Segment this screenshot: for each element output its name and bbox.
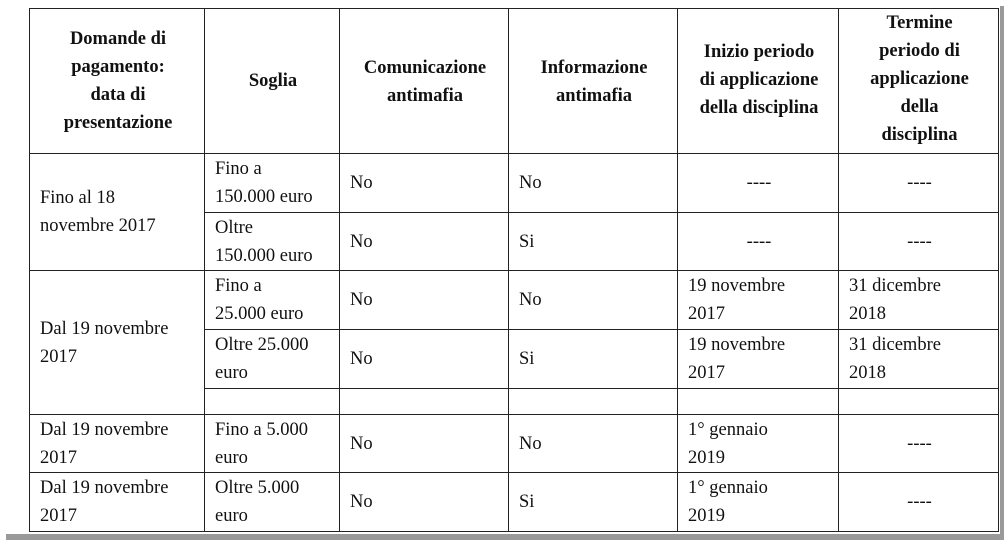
header-row <box>30 9 999 154</box>
date-cell: Fino al 18 novembre 2017 <box>30 154 205 271</box>
inizio-cell: 1° gennaio 2019 <box>678 473 839 532</box>
header-inizio: Inizio periodo di applicazione della disciplina <box>678 9 839 154</box>
informazione-cell: No <box>509 414 678 473</box>
termine-cell: ---- <box>839 414 999 473</box>
empty-cell <box>509 388 678 414</box>
empty-cell <box>205 388 340 414</box>
soglia-cell: Oltre 5.000 euro <box>205 473 340 532</box>
inizio-cell: 19 novembre 2017 <box>678 271 839 330</box>
empty-cell <box>678 388 839 414</box>
table-row <box>30 271 999 330</box>
inizio-cell: ---- <box>678 154 839 213</box>
termine-cell: ---- <box>839 473 999 532</box>
date-cell: Dal 19 novembre 2017 <box>30 473 205 532</box>
table-row <box>30 473 999 532</box>
soglia-cell: Fino a 25.000 euro <box>205 271 340 330</box>
inizio-cell: 19 novembre 2017 <box>678 330 839 389</box>
frame-shadow-bottom <box>6 534 1004 540</box>
frame-shadow-right <box>1000 6 1004 540</box>
comunicazione-cell: No <box>340 414 509 473</box>
header-comunicazione: Comunicazione antimafia <box>340 9 509 154</box>
comunicazione-cell: No <box>340 154 509 213</box>
antimafia-table <box>29 8 999 532</box>
date-cell: Dal 19 novembre 2017 <box>30 414 205 473</box>
comunicazione-cell: No <box>340 473 509 532</box>
inizio-cell: 1° gennaio 2019 <box>678 414 839 473</box>
soglia-cell: Fino a 5.000 euro <box>205 414 340 473</box>
empty-cell <box>839 388 999 414</box>
header-soglia: Soglia <box>205 9 340 154</box>
table-row <box>30 414 999 473</box>
comunicazione-cell: No <box>340 330 509 389</box>
termine-cell: ---- <box>839 212 999 271</box>
header-termine: Termine periodo di applicazione della disciplina <box>839 9 999 154</box>
inizio-cell: ---- <box>678 212 839 271</box>
soglia-cell: Oltre 150.000 euro <box>205 212 340 271</box>
soglia-cell: Fino a 150.000 euro <box>205 154 340 213</box>
comunicazione-cell: No <box>340 212 509 271</box>
informazione-cell: No <box>509 154 678 213</box>
informazione-cell: Si <box>509 212 678 271</box>
informazione-cell: No <box>509 271 678 330</box>
empty-cell <box>340 388 509 414</box>
table-row <box>30 154 999 213</box>
header-informazione: Informazione antimafia <box>509 9 678 154</box>
termine-cell: ---- <box>839 154 999 213</box>
informazione-cell: Si <box>509 473 678 532</box>
informazione-cell: Si <box>509 330 678 389</box>
header-domande: Domande di pagamento: data di presentazione <box>30 9 205 154</box>
comunicazione-cell: No <box>340 271 509 330</box>
termine-cell: 31 dicembre 2018 <box>839 271 999 330</box>
termine-cell: 31 dicembre 2018 <box>839 330 999 389</box>
date-cell: Dal 19 novembre 2017 <box>30 271 205 414</box>
soglia-cell: Oltre 25.000 euro <box>205 330 340 389</box>
